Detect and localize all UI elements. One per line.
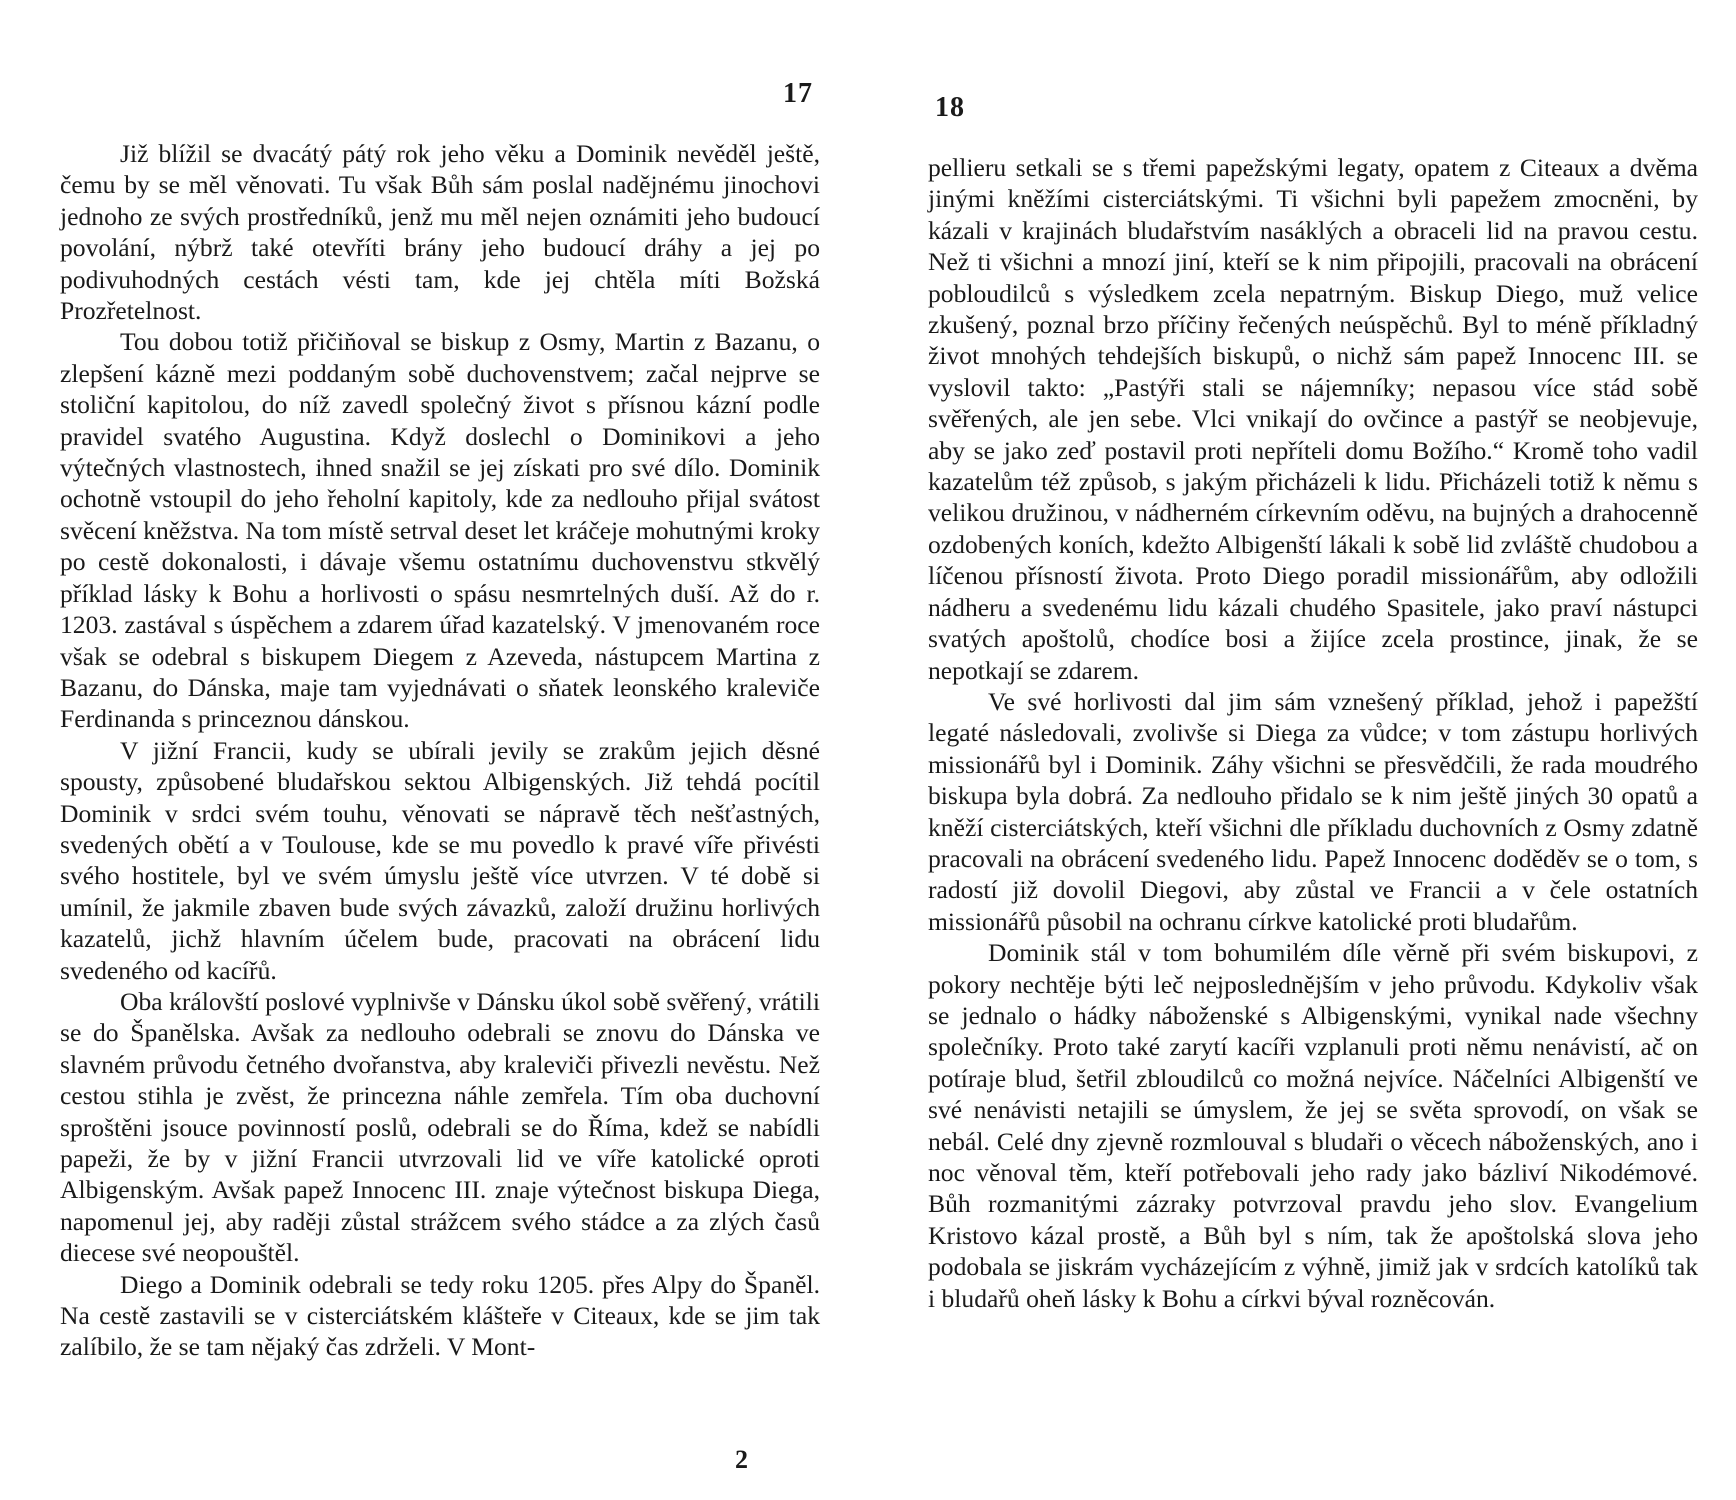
paragraph: pellieru setkali se s třemi papežskými legaty, opatem z Citeaux a dvěma jinými kněžími cisterciátskými. Ti všichni byli papežem zmocněni, by kázali v krajinách bludařstvím nasáklých a obraceli lid na pravou cestu. Než ti všichni a mnozí jiní, kteří se k nim připojili, pracovali na obrácení pobloudilců s výsledkem zcela nepatrným. Biskup Diego, muž velice zkušený, poznal brzo příčiny řečených neúspěchů. Byl to méně příkladný život mnohých tehdejších biskupů, o nichž sám papež Innocenc III. se vyslovil takto: „Pastýři stali se nájemníky; nepasou více stád sobě svěřených, ale jen sebe. Vlci vnikají do ovčince a pastýř se neobjevuje, aby se jako zeď postavil proti nepříteli domu Božího.“ Kromě toho vadil kazatelům též způsob, s jakým přicházeli k lidu. Přicházeli totiž k němu s velikou družinou, v nádherném církevním oděvu, na bujných a drahocenně ozdobených koních, kdežto Albigenští lákali k sobě lid zvláště chudobou a líčenou přísností života. Proto Diego poradil missionářům, aby odložili nádheru a svedenému lidu kázali chudého Spasitele, jako praví nástupci svatých apoštolů, chodíce bosi a žijíce zcela prostince, jinak, že se nepotkají se zdarem.: [928, 153, 1698, 685]
paragraph: Ve své horlivosti dal jim sám vznešený příklad, jehož i papežští legaté následovali, zvolivše si Diega za vůdce; v tom zástupu horlivých missionářů byl i Dominik. Záhy všichni se přesvědčili, že rada moudrého biskupa byla dobrá. Za nedlouho přidalo se k nim ještě jiných 30 opatů a kněží cisterciátských, kteří všichni dle příkladu duchovních z Osmy zdatně pracovali na obrácení svedeného lidu. Papež Innocenc doděděv se o tom, s radostí již dovolil Diegovi, aby zůstal ve Francii a v čele ostatních missionářů působil na ochranu církve katolické proti bludařům.: [928, 686, 1698, 936]
paragraph: Oba královští poslové vyplnivše v Dánsku úkol sobě svěřený, vrátili se do Španělska. Avšak za nedlouho odebrali se znovu do Dánska ve slavném průvodu četného dvořanstva, aby kraleviči přivezli nevěstu. Než cestou stihla je zvěst, že princezna náhle zemřela. Tím oba duchovní sproštěni jsouce povinností poslů, odebrali se do Říma, kdež se nabídli papeži, že by v jižní Francii utvrzovali lid ve víře katolické oproti Albigenským. Avšak papež Innocenc III. znaje výtečnost biskupa Diega, napomenul jej, aby raději zůstal strážcem svého stádce a za zlých časů diecese své neopouštěl.: [60, 986, 820, 1268]
page-text: [928, 152, 1698, 1314]
page-number: 17: [783, 78, 813, 109]
paragraph: Diego a Dominik odebrali se tedy roku 1205. přes Alpy do Španěl. Na cestě zastavili se v cisterciátském klášteře v Citeaux, kde se jim tak zalíbilo, že se tam nějaký čas zdrželi. V Mont-: [60, 1269, 820, 1362]
page-number: 18: [935, 92, 965, 123]
page-text: [60, 138, 820, 1363]
signature-mark: 2: [735, 1445, 748, 1474]
right-page: [928, 0, 1698, 1500]
paragraph: Tou dobou totiž přičiňoval se biskup z Osmy, Martin z Bazanu, o zlepšení kázně mezi poddaným sobě duchovenstvem; začal nejprve se stoliční kapitolou, do níž zavedl společný život s přísnou kázní podle pravidel svatého Augustina. Když doslechl o Dominikovi a jeho výtečných vlastnostech, ihned snažil se jej získati pro své dílo. Dominik ochotně vstoupil do jeho řeholní kapitoly, kde za nedlouho přijal svátost svěcení kněžstva. Na tom místě setrval deset let kráčeje mohutnými kroky po cestě dokonalosti, i dávaje všemu ostatnímu duchovenstvu stkvělý příklad lásky k Bohu a horlivosti o spásu nesmrtelných duší. Až do r. 1203. zastával s úspěchem a zdarem úřad kazatelský. V jmenovaném roce však se odebral s biskupem Diegem z Azeveda, nástupcem Martina z Bazanu, do Dánska, maje tam vyjednávati o sňatek leonského kraleviče Ferdinanda s princeznou dánskou.: [60, 327, 820, 734]
paragraph: Dominik stál v tom bohumilém díle věrně při svém biskupovi, z pokory nechtěje býti leč nejposlednějším v jeho průvodu. Kdykoliv však se jednalo o hádky náboženské s Albigenskými, vynikal nade všechny společníky. Proto také zarytí kacíři vzplanuli proti němu nenávistí, ač on potíraje blud, šetřil zbloudilců co možná nejvíce. Náčelníci Albigenští ve své nenávisti netajili se úmyslem, že jej se světa sprovodí, on však se nebál. Celé dny zjevně rozmlouval s bludaři o věcech náboženských, ano i noc věnoval těm, kteří potřebovali jeho rady jako bázliví Nikodémové. Bůh rozmanitými zázraky potvrzoval pravdu jeho slov. Evangelium Kristovo kázal prostě, a Bůh byl s ním, tak že apoštolská slova jeho podobala se jiskrám vycházejícím z výhně, jimiž jak v srdcích katolíků tak i bludařů oheň lásky k Bohu a církvi býval rozněcován.: [928, 938, 1698, 1313]
paragraph: Již blížil se dvacátý pátý rok jeho věku a Dominik nevěděl ještě, čemu by se měl věnovati. Tu však Bůh sám poslal nadějnému jinochovi jednoho ze svých prostředníků, jenž mu měl nejen oznámiti jeho budoucí povolání, nýbrž také otevříti brány jeho budoucí dráhy a jej po podivuhodných cestách vésti tam, kde jej chtěla míti Božská Prozřetelnost.: [60, 139, 820, 326]
paragraph: V jižní Francii, kudy se ubírali jevily se zrakům jejich děsné spousty, způsobené bludařskou sektou Albigenských. Již tehdá pocítil Dominik v srdci svém touhu, věnovati se nápravě těch nešťastných, svedených obětí a v Toulouse, kde se mu povedlo k pravé víře přivésti svého hostitele, byl ve svém úmyslu ještě více utvrzen. V té době si umínil, že jakmile zbaven bude svých závazků, založí družinu horlivých kazatelů, jichž hlavním účelem bude, pracovati na obrácení lidu svedeného od kacířů.: [60, 735, 820, 985]
left-page: [60, 0, 820, 1500]
